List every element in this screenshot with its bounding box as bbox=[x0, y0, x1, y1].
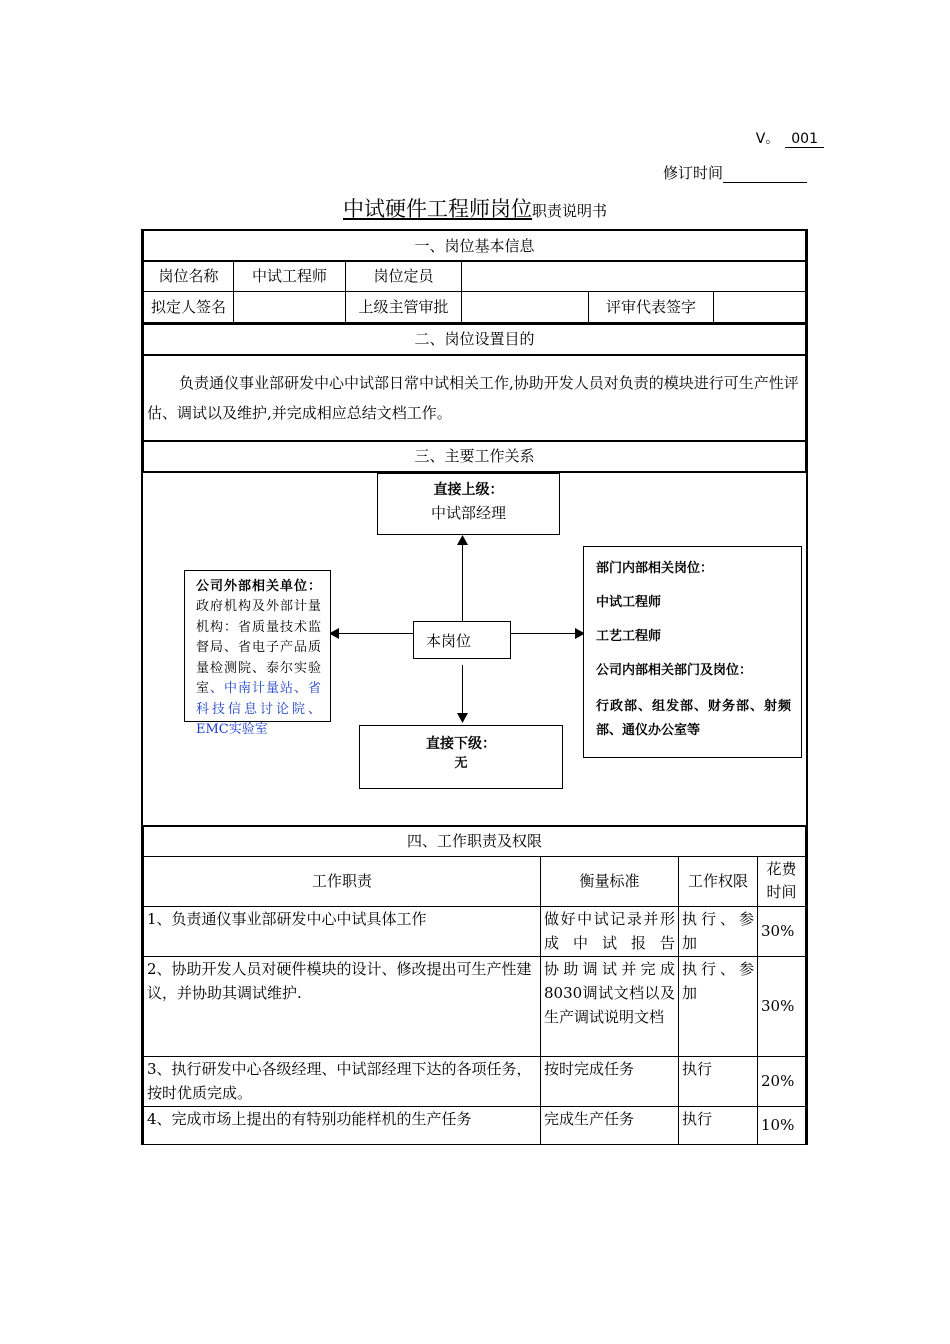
authority-cell: 执行、参加 bbox=[679, 956, 758, 1056]
column-header-time: 花费时间 bbox=[758, 856, 806, 906]
internal-title: 部门内部相关岗位： bbox=[596, 560, 714, 576]
revision-date-line bbox=[663, 162, 807, 183]
reviewer-signature bbox=[714, 291, 806, 322]
job-name-label: 岗位名称 bbox=[144, 261, 234, 291]
duty-cell: 1、负责通仪事业部研发中心中试具体工作 bbox=[144, 906, 541, 956]
company-text: 行政部、组发部、财务部、射频部、通仪办公室等 bbox=[596, 698, 791, 738]
table-row bbox=[144, 956, 806, 1056]
time-cell: 30% bbox=[758, 906, 806, 956]
relations-diagram bbox=[143, 473, 806, 827]
headcount-value bbox=[462, 261, 806, 291]
revision-label: 修订时间 bbox=[662, 164, 723, 182]
internal-box bbox=[583, 546, 802, 758]
column-header-duty: 工作职责 bbox=[144, 856, 541, 906]
internal-item-2: 工艺工程师 bbox=[596, 628, 662, 644]
subordinate-box bbox=[359, 725, 563, 789]
time-cell: 10% bbox=[758, 1106, 806, 1144]
authority-cell: 执行 bbox=[679, 1056, 758, 1106]
relations-heading-table bbox=[143, 442, 806, 473]
external-text bbox=[196, 577, 321, 741]
standard-cell: 做好中试记录并形成中试报告 bbox=[541, 906, 679, 956]
authority-cell: 执行 bbox=[679, 1106, 758, 1144]
arrow-up-icon bbox=[457, 535, 468, 545]
superior-value: 中试部经理 bbox=[430, 503, 506, 522]
superior-box bbox=[377, 473, 560, 535]
section3-heading: 三、主要工作关系 bbox=[144, 442, 806, 472]
table-row bbox=[144, 1056, 806, 1106]
version-label: V。 bbox=[755, 131, 780, 147]
section2-heading: 二、岗位设置目的 bbox=[144, 324, 806, 355]
table-row bbox=[144, 1106, 806, 1144]
headcount-label: 岗位定员 bbox=[346, 261, 462, 291]
drafter-label: 拟定人签名 bbox=[144, 291, 234, 322]
vertical-connector-up bbox=[462, 543, 463, 627]
section4-heading: 四、工作职责及权限 bbox=[144, 827, 806, 857]
authority-cell: 执行、参加 bbox=[679, 906, 758, 956]
external-text-blue: 、中南计量站、省科技信息讨论院、EMC实验室 bbox=[196, 681, 321, 737]
duty-cell: 2、协助开发人员对硬件模块的设计、修改提出可生产性建议，并协助其调试维护. bbox=[144, 956, 541, 1056]
table-row bbox=[144, 906, 806, 956]
revision-date-blank bbox=[723, 168, 807, 183]
duty-cell: 4、完成市场上提出的有特别功能样机的生产任务 bbox=[144, 1106, 541, 1144]
horizontal-connector-right bbox=[510, 633, 580, 634]
job-name-value: 中试工程师 bbox=[234, 261, 346, 291]
time-cell: 30% bbox=[758, 956, 806, 1056]
column-header-standard: 衡量标准 bbox=[541, 856, 679, 906]
standard-cell: 完成生产任务 bbox=[541, 1106, 679, 1144]
standard-cell: 协助调试并完成8030调试文档以及生产调试说明文档 bbox=[541, 956, 679, 1056]
supervisor-label: 上级主管审批 bbox=[346, 291, 462, 322]
purpose-text: 负责通仪事业部研发中心中试部日常中试相关工作,协助开发人员对负责的模块进行可生产性评估、调试以及维护,并完成相应总结文档工作。 bbox=[144, 355, 806, 441]
arrow-down-icon bbox=[457, 713, 468, 723]
version-number: 001 bbox=[785, 131, 824, 148]
purpose-table bbox=[143, 323, 806, 442]
basic-info-table bbox=[143, 231, 806, 323]
version-line bbox=[756, 128, 824, 148]
internal-item-1: 中试工程师 bbox=[596, 594, 662, 610]
subordinate-value: 无 bbox=[454, 755, 468, 771]
section1-heading: 一、岗位基本信息 bbox=[144, 231, 806, 261]
drafter-signature bbox=[234, 291, 346, 322]
title-sub: 职责说明书 bbox=[531, 202, 607, 220]
supervisor-signature bbox=[462, 291, 589, 322]
external-text-black: 政府机构及外部计量机构：省质量技术监督局、省电子产品质量检测院、泰尔实验室 bbox=[196, 599, 321, 696]
title-main: 中试硬件工程师岗位 bbox=[342, 197, 532, 221]
subordinate-title: 直接下级： bbox=[426, 735, 496, 752]
company-title: 公司内部相关部门及岗位： bbox=[596, 662, 753, 678]
duties-table bbox=[143, 827, 806, 1145]
vertical-connector-down bbox=[462, 665, 463, 715]
column-header-authority: 工作权限 bbox=[679, 856, 758, 906]
standard-cell: 按时完成任务 bbox=[541, 1056, 679, 1106]
external-title: 公司外部相关单位： bbox=[196, 578, 321, 594]
job-description-form bbox=[141, 229, 808, 1145]
self-position-label: 本岗位 bbox=[426, 631, 472, 650]
reviewer-label: 评审代表签字 bbox=[589, 291, 714, 322]
self-position-box bbox=[413, 621, 511, 659]
horizontal-connector-left bbox=[335, 633, 413, 634]
time-cell: 20% bbox=[758, 1056, 806, 1106]
document-title bbox=[0, 193, 950, 223]
duty-cell: 3、执行研发中心各级经理、中试部经理下达的各项任务，按时优质完成。 bbox=[144, 1056, 541, 1106]
superior-title: 直接上级： bbox=[433, 481, 504, 498]
